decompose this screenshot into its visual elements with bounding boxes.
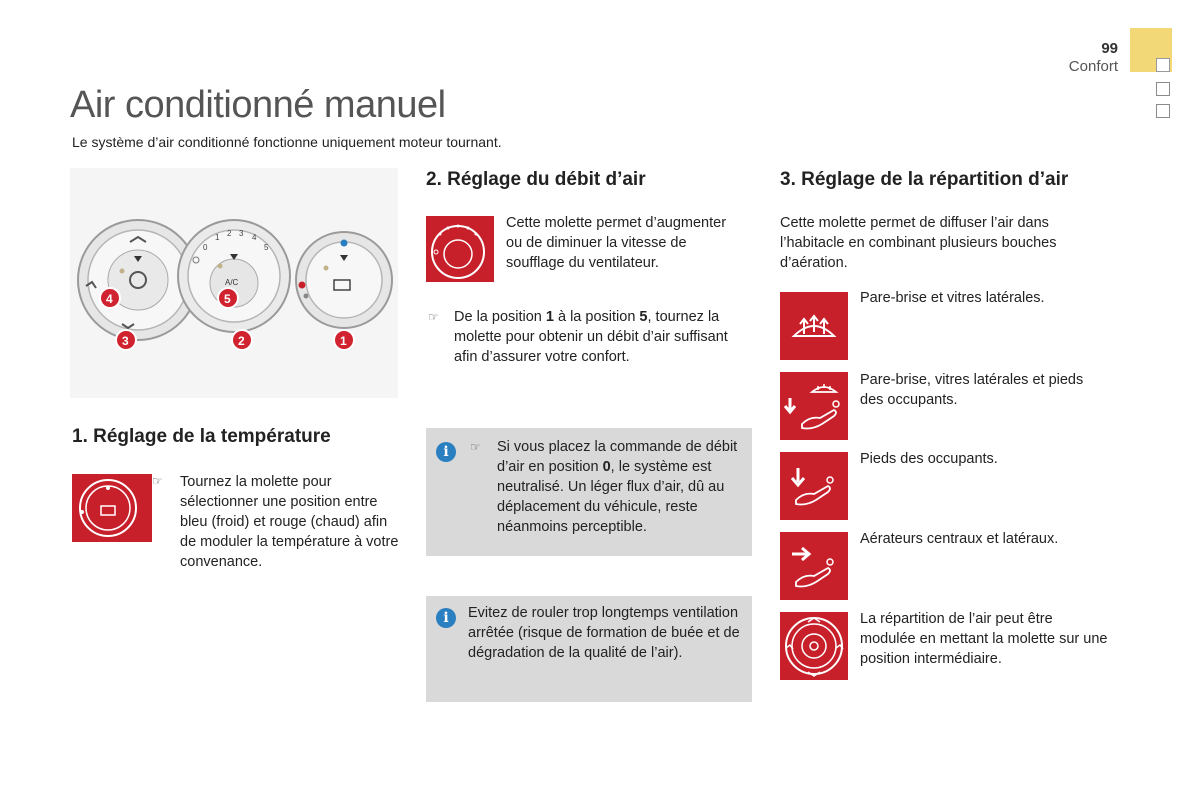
bullet-icon: ☞ [470, 440, 481, 454]
callout-4 [100, 288, 120, 308]
info-neutral-text: Si vous placez la commande de débit d’air en position 0, le système est neutralisé. Un léger flux d’air, dû au déplacement du véhicule, reste néanmoins perceptible. [497, 439, 738, 535]
distribution-item-1: Pare-brise et vitres latérales. [860, 290, 1045, 306]
svg-text:3: 3 [122, 334, 129, 348]
distribution-description: Cette molette permet de diffuser l’air dans l’habitacle en combinant plusieurs bouches d’aération. [780, 215, 1057, 271]
fan-speed-dial-icon [426, 216, 494, 282]
distribution-dial-icon [780, 612, 848, 680]
info-box-neutral [426, 428, 752, 556]
fan-scale-5: 5 [264, 243, 269, 252]
bullet-icon: ☞ [152, 474, 163, 488]
distribution-item-4: Aérateurs centraux et latéraux. [860, 531, 1059, 547]
ac-label: A/C [225, 278, 239, 287]
warning-text: Evitez de rouler trop longtemps ventilation arrêtée (risque de formation de buée et de dégradation de la qualité de l’air). [468, 605, 740, 661]
page-title: Air conditionné manuel [70, 84, 446, 126]
svg-text:5: 5 [224, 292, 231, 306]
face-vents-icon [780, 532, 848, 600]
svg-text:2: 2 [238, 334, 245, 348]
info-icon: i [436, 442, 456, 462]
bullet-icon: ☞ [428, 310, 439, 324]
section-marker-1 [1156, 58, 1170, 72]
page-number: 99 [1101, 40, 1118, 57]
callout-3 [116, 330, 136, 350]
control-panel-illustration [70, 168, 398, 398]
intro-text: Le système d’air conditionné fonctionne uniquement moteur tournant. [72, 134, 502, 150]
temperature-dial-icon [72, 474, 152, 542]
airflow-instruction: De la position 1 à la position 5, tournez la molette pour obtenir un débit d’air suffisant afin d’assurer votre confort. [454, 309, 728, 365]
info-box-warning [426, 596, 752, 702]
temperature-dial [296, 232, 392, 328]
windscreen-feet-icon [780, 372, 848, 440]
callout-5 [218, 288, 238, 308]
fan-speed-dial [178, 220, 290, 332]
distribution-item-5: La répartition de l’air peut être modulée en mettant la molette sur une position intermédiaire. [860, 611, 1108, 667]
fan-scale-1: 1 [215, 233, 220, 242]
section-marker-2 [1156, 82, 1170, 96]
windscreen-icon [780, 292, 848, 360]
airflow-description: Cette molette permet d’augmenter ou de diminuer la vitesse de soufflage du ventilateur. [506, 215, 727, 271]
callout-1 [334, 330, 354, 350]
fan-scale-2: 2 [227, 229, 232, 238]
distribution-item-3: Pieds des occupants. [860, 451, 998, 467]
svg-text:4: 4 [106, 292, 113, 306]
section-name: Confort [1068, 58, 1118, 75]
temperature-heading: 1. Réglage de la température [72, 426, 331, 447]
fan-scale-4: 4 [252, 233, 257, 242]
feet-icon [780, 452, 848, 520]
svg-text:1: 1 [340, 334, 347, 348]
info-icon: i [436, 608, 456, 628]
fan-scale-0: 0 [203, 243, 208, 252]
section-marker-3 [1156, 104, 1170, 118]
temperature-instruction: Tournez la molette pour sélectionner une position entre bleu (froid) et rouge (chaud) afin de moduler la température à votre convenance. [180, 474, 399, 570]
distribution-item-2: Pare-brise, vitres latérales et pieds des occupants. [860, 372, 1084, 408]
airflow-heading: 2. Réglage du débit d’air [426, 169, 646, 190]
fan-scale-3: 3 [239, 229, 244, 238]
callout-2 [232, 330, 252, 350]
distribution-heading: 3. Réglage de la répartition d’air [780, 169, 1069, 190]
